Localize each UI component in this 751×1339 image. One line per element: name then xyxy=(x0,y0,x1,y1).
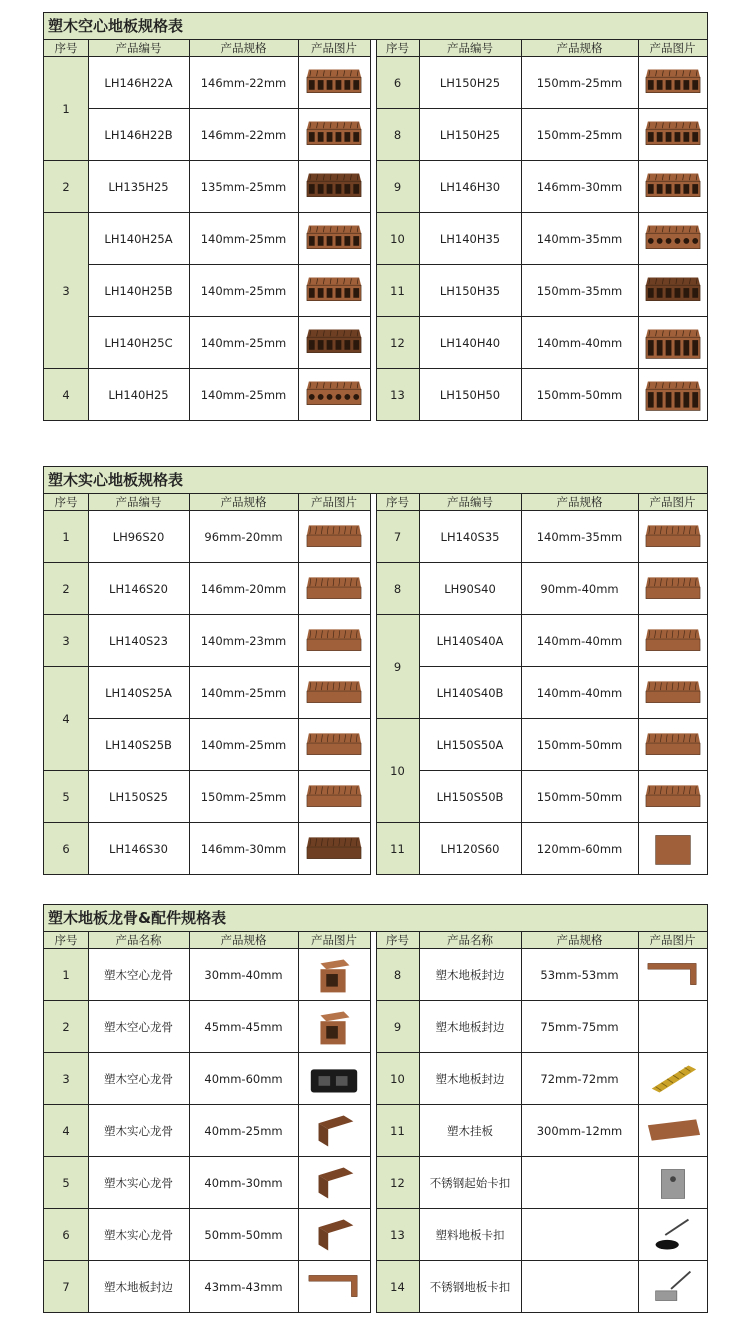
row-number: 12 xyxy=(376,317,419,369)
product-code: LH146H22B xyxy=(104,128,173,142)
product-code: 塑木挂板 xyxy=(447,1124,493,1138)
product-image xyxy=(298,771,370,823)
header-cell: 产品规格 xyxy=(556,933,603,947)
hollow-joist-icon xyxy=(305,955,363,995)
product-image xyxy=(638,265,707,317)
hollow-board-icon xyxy=(305,219,363,259)
product-code: LH96S20 xyxy=(112,530,165,544)
product-spec: 146mm-30mm xyxy=(200,842,287,856)
product-image xyxy=(638,949,707,1001)
column-divider xyxy=(370,494,371,874)
spec-table xyxy=(43,12,708,421)
header-cell: 序号 xyxy=(54,933,78,947)
product-code: LH150S50A xyxy=(436,738,504,752)
row-number: 8 xyxy=(376,563,419,615)
header-cell: 序号 xyxy=(54,41,78,55)
product-image xyxy=(298,511,370,563)
product-spec: 53mm-53mm xyxy=(540,968,619,982)
product-image xyxy=(638,161,707,213)
hollow-joist-icon xyxy=(305,1007,363,1047)
column-divider xyxy=(638,494,639,874)
row-number: 2 xyxy=(44,563,88,615)
product-spec: 140mm-40mm xyxy=(536,686,623,700)
product-spec: 72mm-72mm xyxy=(540,1072,619,1086)
product-image xyxy=(298,317,370,369)
product-image xyxy=(638,369,707,421)
product-code: LH146H30 xyxy=(439,180,501,194)
product-image xyxy=(298,109,370,161)
row-number: 4 xyxy=(44,1105,88,1157)
row-number: 10 xyxy=(376,719,419,823)
product-image xyxy=(298,615,370,667)
hollow-board-icon xyxy=(644,167,702,207)
column-divider xyxy=(521,40,522,420)
product-image xyxy=(298,667,370,719)
product-spec: 140mm-35mm xyxy=(536,530,623,544)
product-image xyxy=(638,563,707,615)
header-cell: 产品图片 xyxy=(649,933,696,947)
solid-board-icon xyxy=(644,777,702,817)
product-image xyxy=(298,1209,370,1261)
product-image xyxy=(638,667,707,719)
row-number: 12 xyxy=(376,1157,419,1209)
product-code: LH90S40 xyxy=(444,582,496,596)
solid-joist-icon xyxy=(305,1111,363,1151)
header-cell: 产品图片 xyxy=(311,933,357,947)
column-divider xyxy=(88,40,89,420)
product-code: LH150H25 xyxy=(439,128,501,142)
spec-table xyxy=(43,904,708,1313)
row-number: 6 xyxy=(44,1209,88,1261)
square-hole-board-icon xyxy=(644,375,702,415)
column-divider xyxy=(376,932,377,1312)
product-spec: 150mm-35mm xyxy=(536,284,623,298)
product-spec: 45mm-45mm xyxy=(204,1020,283,1034)
product-code: LH135H25 xyxy=(108,180,169,194)
header-cell: 产品规格 xyxy=(220,495,267,509)
product-spec: 300mm-12mm xyxy=(536,1124,623,1138)
product-code: 塑木地板封边 xyxy=(435,1020,505,1034)
product-code: LH140H40 xyxy=(439,336,501,350)
solid-board-icon xyxy=(305,777,363,817)
product-code: LH140H25C xyxy=(104,336,173,350)
row-number: 3 xyxy=(44,615,88,667)
row-number: 6 xyxy=(376,57,419,109)
solid-block-icon xyxy=(644,829,702,869)
row-number: 9 xyxy=(376,615,419,719)
header-cell: 产品名称 xyxy=(115,933,162,947)
solid-board-dark-icon xyxy=(305,829,363,869)
header-cell: 产品图片 xyxy=(311,41,357,55)
product-image xyxy=(298,1105,370,1157)
product-spec: 140mm-23mm xyxy=(200,634,287,648)
product-spec: 135mm-25mm xyxy=(200,180,287,194)
row-number: 8 xyxy=(376,949,419,1001)
product-image xyxy=(298,265,370,317)
product-image xyxy=(298,823,370,875)
product-spec: 140mm-25mm xyxy=(200,284,287,298)
row-number: 2 xyxy=(44,161,88,213)
row-number: 1 xyxy=(44,511,88,563)
plastic-clip-icon xyxy=(644,1215,702,1255)
table-title: 塑木空心地板规格表 xyxy=(44,13,707,40)
product-spec xyxy=(521,1261,638,1313)
row-number: 13 xyxy=(376,369,419,421)
hollow-board-icon xyxy=(305,271,363,311)
product-code: LH150H25 xyxy=(439,76,501,90)
hollow-board-icon xyxy=(305,115,363,155)
product-image xyxy=(298,1001,370,1053)
solid-board-icon xyxy=(644,517,702,557)
product-image xyxy=(638,719,707,771)
row-number: 4 xyxy=(44,369,88,421)
product-spec: 150mm-50mm xyxy=(536,790,623,804)
product-code: LH140S40A xyxy=(436,634,504,648)
product-spec: 140mm-40mm xyxy=(536,634,623,648)
hollow-board-dark-icon xyxy=(644,271,702,311)
black-joist-icon xyxy=(305,1059,363,1099)
row-number: 8 xyxy=(376,109,419,161)
hollow-board-dark-icon xyxy=(305,167,363,207)
product-spec xyxy=(521,1209,638,1261)
row-number: 6 xyxy=(44,823,88,875)
row-number: 10 xyxy=(376,1053,419,1105)
column-divider xyxy=(419,494,420,874)
column-divider xyxy=(298,40,299,420)
product-code: 塑木实心龙骨 xyxy=(104,1228,173,1242)
product-spec: 146mm-30mm xyxy=(536,180,623,194)
product-spec: 140mm-40mm xyxy=(536,336,623,350)
header-cell: 产品编号 xyxy=(447,495,493,509)
hollow-board-icon xyxy=(305,63,363,103)
solid-board-icon xyxy=(305,725,363,765)
table-title: 塑木地板龙骨&配件规格表 xyxy=(44,905,707,932)
product-spec: 140mm-25mm xyxy=(200,388,287,402)
product-spec: 75mm-75mm xyxy=(540,1020,619,1034)
column-divider xyxy=(298,494,299,874)
product-spec: 150mm-50mm xyxy=(536,738,623,752)
column-divider xyxy=(376,40,377,420)
column-divider xyxy=(419,40,420,420)
row-number: 2 xyxy=(44,1001,88,1053)
row-number: 3 xyxy=(44,213,88,369)
column-divider xyxy=(189,494,190,874)
solid-board-icon xyxy=(644,569,702,609)
solid-board-icon xyxy=(644,673,702,713)
row-number: 10 xyxy=(376,213,419,265)
column-divider xyxy=(638,40,639,420)
product-code: 塑木地板封边 xyxy=(104,1280,173,1294)
solid-board-icon xyxy=(644,621,702,661)
column-divider xyxy=(521,494,522,874)
product-code: LH140H25B xyxy=(104,284,173,298)
product-code: LH146S20 xyxy=(109,582,168,596)
product-code: 塑料地板卡扣 xyxy=(435,1228,505,1242)
solid-board-icon xyxy=(305,517,363,557)
product-spec: 43mm-43mm xyxy=(204,1280,283,1294)
product-code: LH150S50B xyxy=(436,790,504,804)
row-number: 5 xyxy=(44,1157,88,1209)
solid-board-icon xyxy=(644,725,702,765)
header-cell: 序号 xyxy=(386,41,409,55)
product-code: LH140S40B xyxy=(436,686,504,700)
column-divider xyxy=(370,932,371,1312)
solid-board-icon xyxy=(305,621,363,661)
product-spec: 140mm-35mm xyxy=(536,232,623,246)
product-spec: 50mm-50mm xyxy=(204,1228,283,1242)
yellow-trim-icon xyxy=(644,1059,702,1099)
edge-trim-icon xyxy=(305,1267,363,1307)
product-code: LH140H35 xyxy=(439,232,501,246)
product-image xyxy=(638,1261,707,1313)
product-spec: 140mm-25mm xyxy=(200,232,287,246)
product-spec: 96mm-20mm xyxy=(204,530,283,544)
column-divider xyxy=(88,494,89,874)
product-image xyxy=(298,1261,370,1313)
product-code: LH140S25A xyxy=(105,686,172,700)
product-code: 塑木实心龙骨 xyxy=(104,1176,173,1190)
product-code: 塑木空心龙骨 xyxy=(104,968,173,982)
header-cell: 序号 xyxy=(386,495,409,509)
product-spec: 146mm-22mm xyxy=(200,76,287,90)
product-image xyxy=(638,823,707,875)
row-number: 7 xyxy=(44,1261,88,1313)
product-spec: 140mm-25mm xyxy=(200,738,287,752)
product-image xyxy=(298,57,370,109)
row-number: 14 xyxy=(376,1261,419,1313)
row-number: 13 xyxy=(376,1209,419,1261)
round-hole-board-icon xyxy=(305,375,363,415)
row-number: 3 xyxy=(44,1053,88,1105)
header-cell: 产品图片 xyxy=(649,41,696,55)
product-image xyxy=(298,1053,370,1105)
product-spec: 40mm-60mm xyxy=(204,1072,283,1086)
product-code: LH120S60 xyxy=(440,842,500,856)
header-cell: 产品规格 xyxy=(220,933,267,947)
hollow-board-dark-icon xyxy=(305,323,363,363)
product-code: 塑木空心龙骨 xyxy=(104,1020,173,1034)
header-cell: 产品规格 xyxy=(220,41,267,55)
product-image xyxy=(638,1157,707,1209)
product-image xyxy=(298,949,370,1001)
product-code: LH140S25B xyxy=(105,738,172,752)
product-code: 塑木空心龙骨 xyxy=(104,1072,173,1086)
product-image xyxy=(638,213,707,265)
round-hole-board-icon xyxy=(644,219,702,259)
product-spec: 146mm-22mm xyxy=(200,128,287,142)
square-hole-board-icon xyxy=(644,323,702,363)
product-image xyxy=(298,563,370,615)
product-image xyxy=(638,1209,707,1261)
column-divider xyxy=(189,40,190,420)
product-code: LH140H25A xyxy=(104,232,173,246)
row-number: 7 xyxy=(376,511,419,563)
product-code: LH140H25 xyxy=(108,388,169,402)
product-code: 塑木地板封边 xyxy=(435,1072,505,1086)
product-code: LH150H50 xyxy=(439,388,501,402)
product-image xyxy=(638,57,707,109)
product-image xyxy=(298,161,370,213)
product-spec: 40mm-25mm xyxy=(204,1124,283,1138)
product-code: LH140S35 xyxy=(440,530,500,544)
product-spec: 40mm-30mm xyxy=(204,1176,283,1190)
product-image xyxy=(638,109,707,161)
row-number: 11 xyxy=(376,1105,419,1157)
product-spec: 146mm-20mm xyxy=(200,582,287,596)
column-divider xyxy=(419,932,420,1312)
product-code: LH146S30 xyxy=(109,842,168,856)
header-cell: 序号 xyxy=(54,495,78,509)
product-image xyxy=(298,213,370,265)
product-code: 塑木实心龙骨 xyxy=(104,1124,173,1138)
table-title: 塑木实心地板规格表 xyxy=(44,467,707,494)
column-divider xyxy=(370,40,371,420)
product-code: LH150S25 xyxy=(109,790,168,804)
steel-clip-screw-icon xyxy=(644,1267,702,1307)
row-number: 11 xyxy=(376,823,419,875)
column-divider xyxy=(521,932,522,1312)
hollow-board-icon xyxy=(644,115,702,155)
product-code: LH150H35 xyxy=(439,284,501,298)
column-divider xyxy=(88,932,89,1312)
edge-trim-icon xyxy=(644,955,702,995)
solid-joist-icon xyxy=(305,1215,363,1255)
product-spec: 150mm-50mm xyxy=(536,388,623,402)
product-image xyxy=(298,719,370,771)
row-number: 1 xyxy=(44,949,88,1001)
product-code: LH146H22A xyxy=(104,76,173,90)
product-spec: 30mm-40mm xyxy=(204,968,283,982)
product-code: 塑木地板封边 xyxy=(435,968,505,982)
product-spec xyxy=(521,1157,638,1209)
product-spec: 90mm-40mm xyxy=(540,582,619,596)
product-image xyxy=(638,1105,707,1157)
product-image xyxy=(638,511,707,563)
row-number: 4 xyxy=(44,667,88,771)
product-image xyxy=(638,1053,707,1105)
product-spec: 120mm-60mm xyxy=(536,842,623,856)
column-divider xyxy=(638,932,639,1312)
header-cell: 产品名称 xyxy=(447,933,493,947)
row-number: 9 xyxy=(376,161,419,213)
spec-table xyxy=(43,466,708,875)
header-cell: 产品编号 xyxy=(115,495,162,509)
product-spec: 150mm-25mm xyxy=(536,76,623,90)
header-cell: 产品规格 xyxy=(556,41,603,55)
wall-panel-icon xyxy=(644,1111,702,1151)
row-number: 1 xyxy=(44,57,88,161)
column-divider xyxy=(189,932,190,1312)
steel-clip-icon xyxy=(644,1163,702,1203)
product-spec: 150mm-25mm xyxy=(536,128,623,142)
row-number: 9 xyxy=(376,1001,419,1053)
header-cell: 产品图片 xyxy=(649,495,696,509)
column-divider xyxy=(376,494,377,874)
solid-board-icon xyxy=(305,673,363,713)
hollow-board-icon xyxy=(644,63,702,103)
solid-joist-icon xyxy=(305,1163,363,1203)
product-code: LH140S23 xyxy=(109,634,168,648)
row-number: 11 xyxy=(376,265,419,317)
header-cell: 产品规格 xyxy=(556,495,603,509)
product-code: 不锈钢地板卡扣 xyxy=(429,1280,511,1294)
header-cell: 产品编号 xyxy=(447,41,493,55)
product-image xyxy=(638,615,707,667)
product-image xyxy=(298,369,370,421)
row-number: 5 xyxy=(44,771,88,823)
product-image xyxy=(638,317,707,369)
header-cell: 产品编号 xyxy=(115,41,162,55)
product-image xyxy=(298,1157,370,1209)
product-image xyxy=(638,771,707,823)
product-spec: 140mm-25mm xyxy=(200,336,287,350)
product-spec: 150mm-25mm xyxy=(200,790,287,804)
column-divider xyxy=(298,932,299,1312)
header-cell: 序号 xyxy=(386,933,409,947)
header-cell: 产品图片 xyxy=(311,495,357,509)
product-spec: 140mm-25mm xyxy=(200,686,287,700)
solid-board-icon xyxy=(305,569,363,609)
product-code: 不锈钢起始卡扣 xyxy=(429,1176,511,1190)
product-image xyxy=(638,1001,707,1053)
